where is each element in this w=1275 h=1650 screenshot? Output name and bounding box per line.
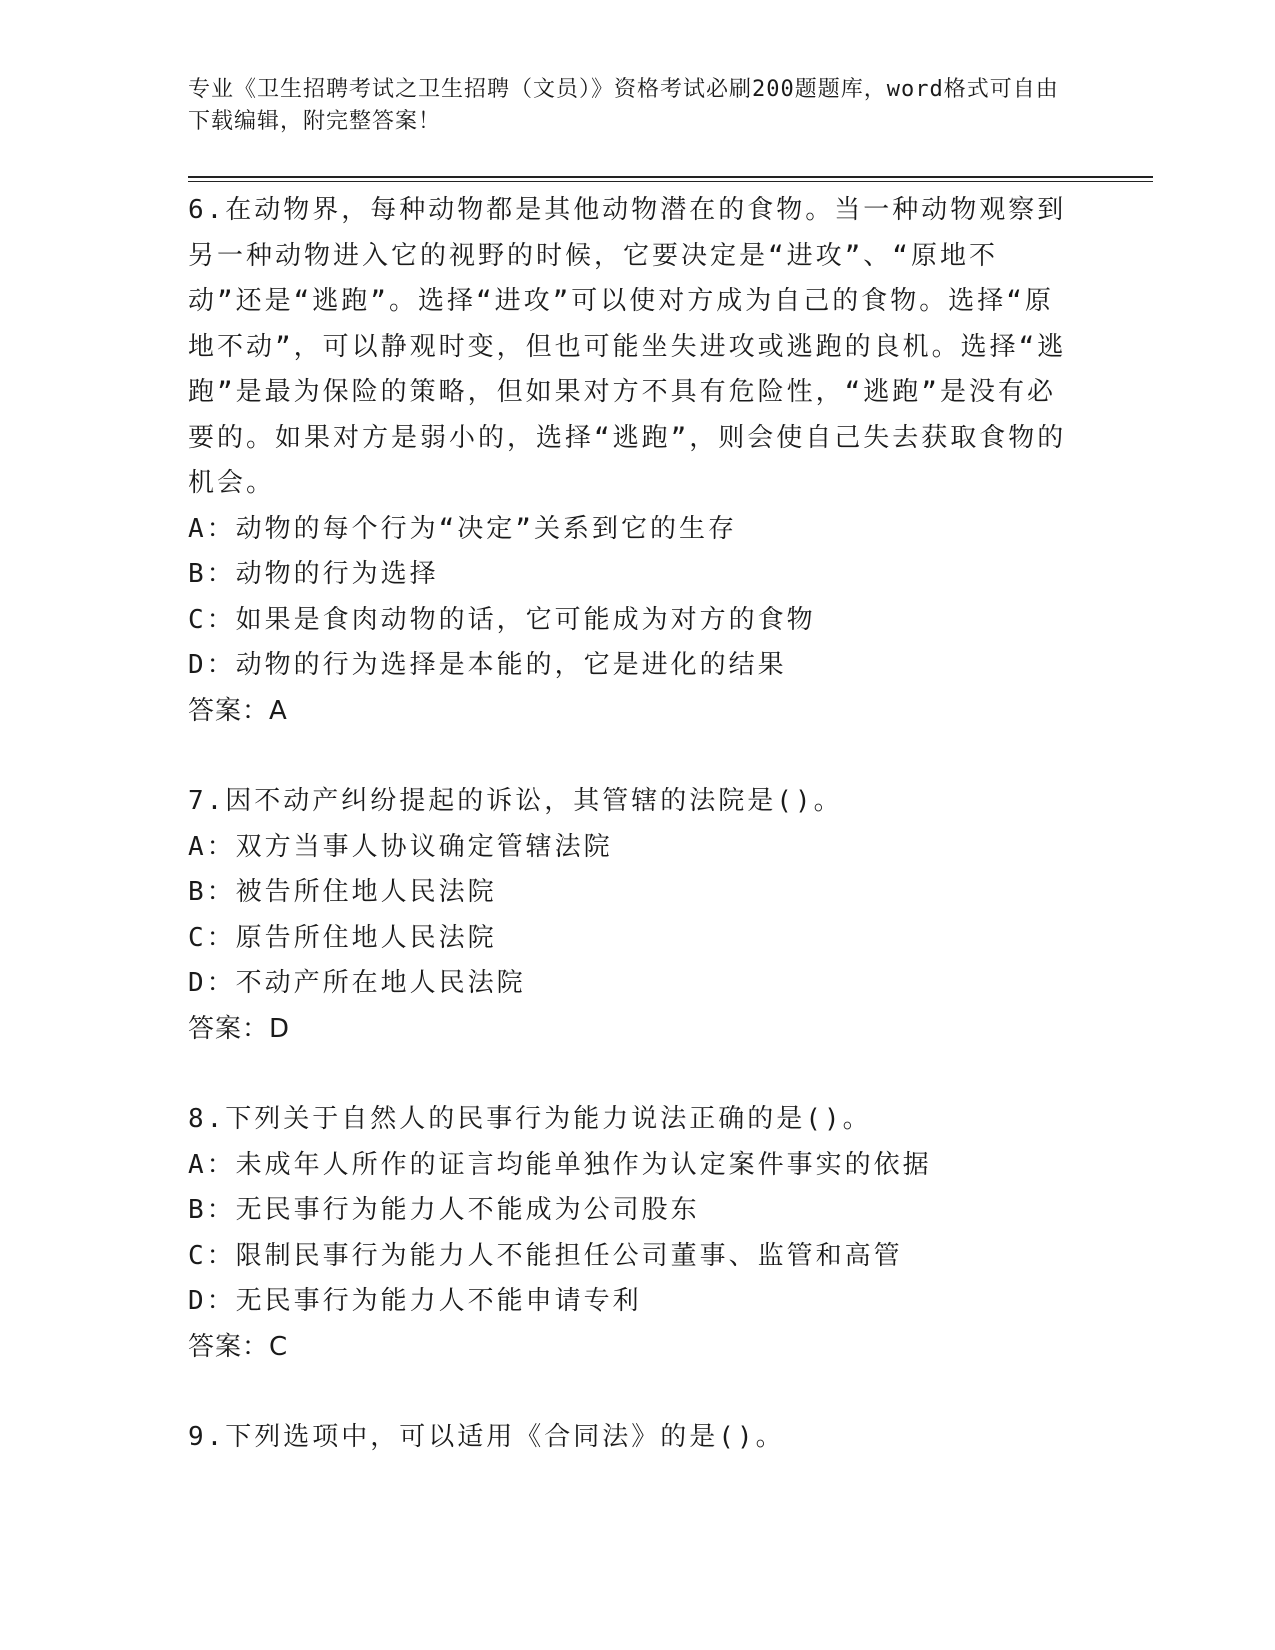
option-b: B：无民事行为能力人不能成为公司股东: [188, 1195, 700, 1225]
question-stem: 8.下列关于自然人的民事行为能力说法正确的是()。: [188, 1104, 872, 1134]
option-a: A：双方当事人协议确定管辖法院: [188, 831, 613, 862]
question-6: [188, 188, 1068, 734]
option-a: A：未成年人所作的证言均能单独作为认定案件事实的依据: [188, 1149, 932, 1180]
question-7: [188, 779, 1068, 1052]
option-c: C：限制民事行为能力人不能担任公司董事、监管和高管: [188, 1240, 903, 1271]
question-stem: 7.因不动产纠纷提起的诉讼，其管辖的法院是()。: [188, 786, 843, 816]
option-b: B：动物的行为选择: [188, 559, 439, 589]
option-d: D：不动产所在地人民法院: [188, 968, 526, 998]
header-rule-thick: [188, 176, 1153, 178]
option-b: B：被告所住地人民法院: [188, 877, 497, 907]
option-c: C：如果是食肉动物的话，它可能成为对方的食物: [188, 604, 816, 635]
header-rule-thin: [188, 181, 1153, 182]
answer: 答案：C: [188, 1331, 289, 1362]
option-a: A：动物的每个行为“决定”关系到它的生存: [188, 513, 737, 544]
option-d: D：动物的行为选择是本能的，它是进化的结果: [188, 650, 787, 680]
question-stem: 6.在动物界，每种动物都是其他动物潜在的食物。当一种动物观察到另一种动物进入它的视野的时候，它要决定是“进攻”、“原地不动”还是“逃跑”。选择“进攻”可以使对方成为自己的食物。选择“原地不动”，可以静观时变，但也可能坐失进攻或逃跑的良机。选择“逃跑”是最为保险的策略，但如果对方不具有危险性，“逃跑”是没有必要的。如果对方是弱小的，选择“逃跑”，则会使自己失去获取食物的机会。: [188, 195, 1067, 498]
question-list: [188, 188, 1068, 1506]
question-stem: 9.下列选项中，可以适用《合同法》的是()。: [188, 1422, 785, 1452]
question-9: [188, 1415, 1068, 1461]
question-8: [188, 1097, 1068, 1370]
answer: 答案：A: [188, 695, 288, 726]
option-c: C：原告所住地人民法院: [188, 922, 497, 953]
document-header: 专业《卫生招聘考试之卫生招聘（文员）》资格考试必刷200题题库，word格式可自由下载编辑，附完整答案！: [188, 77, 1059, 134]
answer: 答案：D: [188, 1013, 291, 1044]
option-d: D：无民事行为能力人不能申请专利: [188, 1286, 642, 1316]
